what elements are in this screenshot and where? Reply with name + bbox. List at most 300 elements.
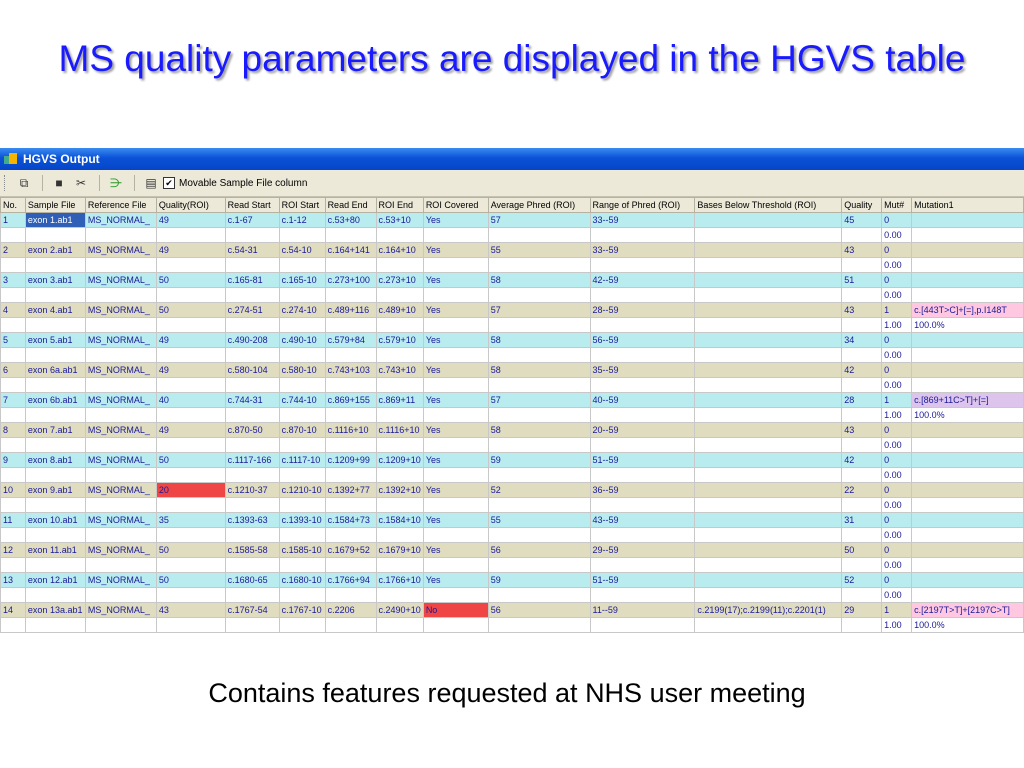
- table-cell[interactable]: c.1116+10: [325, 423, 376, 438]
- table-cell[interactable]: 9: [1, 453, 26, 468]
- table-cell: [695, 228, 842, 243]
- table-cell: [912, 258, 1024, 273]
- table-cell[interactable]: c.1392+77: [325, 483, 376, 498]
- table-cell[interactable]: c.1392+10: [376, 483, 423, 498]
- table-cell: [156, 438, 225, 453]
- table-cell[interactable]: 42: [842, 453, 882, 468]
- table-row[interactable]: [1, 483, 1024, 498]
- table-cell[interactable]: c.1-67: [225, 213, 279, 228]
- table-cell: [376, 588, 423, 603]
- table-cell[interactable]: c.1679+10: [376, 543, 423, 558]
- table-cell[interactable]: 0: [882, 243, 912, 258]
- table-cell[interactable]: c.164+10: [376, 243, 423, 258]
- table-cell[interactable]: c.1116+10: [376, 423, 423, 438]
- export-icon[interactable]: ⋺: [110, 176, 122, 190]
- table-cell[interactable]: 58: [488, 333, 590, 348]
- table-cell: [25, 408, 85, 423]
- column-header[interactable]: Sample File: [25, 198, 85, 213]
- table-cell[interactable]: 5: [1, 333, 26, 348]
- table-cell[interactable]: 58: [488, 363, 590, 378]
- table-cell: [842, 378, 882, 393]
- table-cell[interactable]: 2: [1, 243, 26, 258]
- table-cell: [376, 288, 423, 303]
- table-cell[interactable]: 50: [156, 573, 225, 588]
- table-cell[interactable]: c.274-51: [225, 303, 279, 318]
- table-cell[interactable]: 7: [1, 393, 26, 408]
- table-cell[interactable]: c.1766+94: [325, 573, 376, 588]
- table-cell: [25, 438, 85, 453]
- table-cell[interactable]: 28--59: [590, 303, 695, 318]
- table-cell[interactable]: c.1584+73: [325, 513, 376, 528]
- table-cell: [279, 528, 325, 543]
- table-cell[interactable]: Yes: [423, 573, 488, 588]
- table-cell: [225, 348, 279, 363]
- table-cell[interactable]: c.164+141: [325, 243, 376, 258]
- table-cell[interactable]: MS_NORMAL_: [85, 543, 156, 558]
- table-cell[interactable]: c.1210-10: [279, 483, 325, 498]
- toolbar-grip[interactable]: [4, 175, 8, 191]
- table-cell: 0.00: [882, 228, 912, 243]
- table-cell[interactable]: c.579+10: [376, 333, 423, 348]
- table-cell[interactable]: 20--59: [590, 423, 695, 438]
- table-cell[interactable]: [695, 483, 842, 498]
- table-cell[interactable]: c.489+10: [376, 303, 423, 318]
- table-cell[interactable]: [912, 273, 1024, 288]
- table-cell[interactable]: 57: [488, 303, 590, 318]
- table-cell[interactable]: 31: [842, 513, 882, 528]
- table-cell[interactable]: MS_NORMAL_: [85, 423, 156, 438]
- table-cell: [842, 348, 882, 363]
- table-cell[interactable]: exon 3.ab1: [25, 273, 85, 288]
- table-row[interactable]: [1, 453, 1024, 468]
- table-cell[interactable]: 59: [488, 573, 590, 588]
- table-cell[interactable]: c.490-208: [225, 333, 279, 348]
- copy-icon[interactable]: ⧉: [19, 175, 29, 190]
- table-cell[interactable]: 0: [882, 273, 912, 288]
- table-cell[interactable]: exon 6b.ab1: [25, 393, 85, 408]
- table-cell: [25, 468, 85, 483]
- column-header[interactable]: Average Phred (ROI): [488, 198, 590, 213]
- table-cell[interactable]: [695, 513, 842, 528]
- table-cell: [325, 438, 376, 453]
- table-cell[interactable]: [695, 423, 842, 438]
- table-cell: [590, 258, 695, 273]
- table-cell[interactable]: 36--59: [590, 483, 695, 498]
- table-cell[interactable]: 42: [842, 363, 882, 378]
- table-cell: [423, 408, 488, 423]
- table-cell[interactable]: c.744-31: [225, 393, 279, 408]
- table-cell[interactable]: 59: [488, 453, 590, 468]
- table-cell: [156, 498, 225, 513]
- table-cell[interactable]: c.[2197T>T]+[2197C>T]: [912, 603, 1024, 618]
- table-cell[interactable]: 0: [882, 543, 912, 558]
- table-cell[interactable]: 42--59: [590, 273, 695, 288]
- table-cell[interactable]: Yes: [423, 363, 488, 378]
- table-cell[interactable]: [912, 483, 1024, 498]
- column-header[interactable]: Quality(ROI): [156, 198, 225, 213]
- table-cell: [156, 408, 225, 423]
- table-cell: [912, 438, 1024, 453]
- table-cell[interactable]: [695, 303, 842, 318]
- table-cell[interactable]: Yes: [423, 273, 488, 288]
- table-cell[interactable]: 33--59: [590, 243, 695, 258]
- table-cell[interactable]: c.870-50: [225, 423, 279, 438]
- table-cell[interactable]: 0: [882, 513, 912, 528]
- table-row[interactable]: [1, 393, 1024, 408]
- table-cell[interactable]: 50: [156, 543, 225, 558]
- movable-column-checkbox[interactable]: ✔: [163, 177, 175, 189]
- table-cell[interactable]: c.165-10: [279, 273, 325, 288]
- table-cell: [376, 498, 423, 513]
- table-cell[interactable]: 34: [842, 333, 882, 348]
- table-cell[interactable]: [695, 453, 842, 468]
- table-cell: 1.00: [882, 618, 912, 633]
- table-cell[interactable]: c.870-10: [279, 423, 325, 438]
- table-cell: [590, 228, 695, 243]
- table-cell[interactable]: MS_NORMAL_: [85, 393, 156, 408]
- tools-icon[interactable]: ✂: [75, 176, 87, 190]
- table-cell[interactable]: 28: [842, 393, 882, 408]
- table-cell[interactable]: [912, 513, 1024, 528]
- table-cell: [325, 348, 376, 363]
- table-cell[interactable]: c.1766+10: [376, 573, 423, 588]
- table-cell[interactable]: 20: [156, 483, 225, 498]
- column-header[interactable]: Mutation1: [912, 198, 1024, 213]
- table-cell[interactable]: 58: [488, 423, 590, 438]
- table-cell[interactable]: c.54-10: [279, 243, 325, 258]
- table-cell[interactable]: [912, 543, 1024, 558]
- table-cell[interactable]: c.165-81: [225, 273, 279, 288]
- table-cell: [423, 318, 488, 333]
- column-header[interactable]: Read End: [325, 198, 376, 213]
- table-cell[interactable]: Yes: [423, 423, 488, 438]
- table-cell[interactable]: 43: [842, 303, 882, 318]
- table-cell[interactable]: 45: [842, 213, 882, 228]
- table-cell[interactable]: MS_NORMAL_: [85, 213, 156, 228]
- save-icon[interactable]: ■: [55, 176, 63, 190]
- table-cell[interactable]: 33--59: [590, 213, 695, 228]
- table-cell[interactable]: 50: [156, 453, 225, 468]
- table-cell[interactable]: 1: [1, 213, 26, 228]
- table-cell[interactable]: Yes: [423, 483, 488, 498]
- table-cell[interactable]: 1: [882, 393, 912, 408]
- table-cell[interactable]: 0: [882, 453, 912, 468]
- table-cell: [590, 528, 695, 543]
- table-cell[interactable]: 0: [882, 483, 912, 498]
- table-cell: [376, 528, 423, 543]
- column-header[interactable]: Bases Below Threshold (ROI): [695, 198, 842, 213]
- column-header[interactable]: Quality: [842, 198, 882, 213]
- table-cell[interactable]: 55: [488, 513, 590, 528]
- table-cell[interactable]: c.2206: [325, 603, 376, 618]
- table-cell[interactable]: 0: [882, 333, 912, 348]
- table-cell[interactable]: No: [423, 603, 488, 618]
- table-cell[interactable]: [695, 243, 842, 258]
- table-cell[interactable]: c.53+10: [376, 213, 423, 228]
- table-cell[interactable]: 52: [842, 573, 882, 588]
- table-cell[interactable]: [912, 573, 1024, 588]
- table-cell[interactable]: c.1393-63: [225, 513, 279, 528]
- table-row[interactable]: [1, 273, 1024, 288]
- table-cell[interactable]: 40--59: [590, 393, 695, 408]
- table-cell: [1, 228, 26, 243]
- table-cell[interactable]: 56--59: [590, 333, 695, 348]
- table-cell[interactable]: Yes: [423, 453, 488, 468]
- table-cell[interactable]: Yes: [423, 243, 488, 258]
- table-cell[interactable]: 58: [488, 273, 590, 288]
- table-cell[interactable]: exon 5.ab1: [25, 333, 85, 348]
- table-cell[interactable]: exon 7.ab1: [25, 423, 85, 438]
- table-cell: [1, 408, 26, 423]
- column-header[interactable]: ROI Start: [279, 198, 325, 213]
- table-row[interactable]: [1, 543, 1024, 558]
- table-row[interactable]: [1, 423, 1024, 438]
- table-cell: [842, 558, 882, 573]
- table-cell: [590, 318, 695, 333]
- table-cell: [25, 348, 85, 363]
- table-cell: 0.00: [882, 378, 912, 393]
- table-cell[interactable]: MS_NORMAL_: [85, 453, 156, 468]
- table-cell: [225, 258, 279, 273]
- table-cell: [156, 378, 225, 393]
- table-cell[interactable]: 51--59: [590, 453, 695, 468]
- table-cell[interactable]: c.[869+11C>T]+[=]: [912, 393, 1024, 408]
- table-cell[interactable]: [912, 363, 1024, 378]
- table-cell[interactable]: [695, 273, 842, 288]
- table-cell: [488, 348, 590, 363]
- table-cell[interactable]: 0: [882, 213, 912, 228]
- table-cell[interactable]: exon 9.ab1: [25, 483, 85, 498]
- table-cell[interactable]: c.489+116: [325, 303, 376, 318]
- table-cell[interactable]: 55: [488, 243, 590, 258]
- table-cell[interactable]: 35--59: [590, 363, 695, 378]
- table-cell: [842, 438, 882, 453]
- table-cell[interactable]: c.1584+10: [376, 513, 423, 528]
- table-cell[interactable]: Yes: [423, 513, 488, 528]
- table-row[interactable]: [1, 603, 1024, 618]
- table-cell[interactable]: 56: [488, 543, 590, 558]
- table-cell[interactable]: [695, 543, 842, 558]
- table-cell[interactable]: c.743+10: [376, 363, 423, 378]
- table-cell[interactable]: c.273+10: [376, 273, 423, 288]
- table-cell[interactable]: exon 1.ab1: [25, 213, 85, 228]
- table-cell[interactable]: 51--59: [590, 573, 695, 588]
- table-cell[interactable]: [695, 213, 842, 228]
- table-cell[interactable]: c.743+103: [325, 363, 376, 378]
- table-cell[interactable]: c.490-10: [279, 333, 325, 348]
- table-cell[interactable]: 29: [842, 603, 882, 618]
- table-cell[interactable]: c.1680-10: [279, 573, 325, 588]
- table-cell[interactable]: 0: [882, 423, 912, 438]
- table-cell[interactable]: exon 2.ab1: [25, 243, 85, 258]
- table-cell: [279, 438, 325, 453]
- table-cell: [590, 588, 695, 603]
- table-cell[interactable]: 11: [1, 513, 26, 528]
- table-row[interactable]: [1, 213, 1024, 228]
- table-subrow: [1, 318, 1024, 333]
- table-cell[interactable]: 49: [156, 363, 225, 378]
- table-cell[interactable]: 43: [842, 423, 882, 438]
- table-cell[interactable]: c.580-10: [279, 363, 325, 378]
- table-cell[interactable]: MS_NORMAL_: [85, 363, 156, 378]
- table-cell[interactable]: MS_NORMAL_: [85, 273, 156, 288]
- table-cell[interactable]: exon 10.ab1: [25, 513, 85, 528]
- table-cell[interactable]: c.1209+10: [376, 453, 423, 468]
- table-cell[interactable]: c.744-10: [279, 393, 325, 408]
- table-cell: [225, 318, 279, 333]
- table-cell[interactable]: c.580-104: [225, 363, 279, 378]
- table-cell[interactable]: c.54-31: [225, 243, 279, 258]
- table-cell[interactable]: exon 11.ab1: [25, 543, 85, 558]
- table-cell[interactable]: exon 13a.ab1: [25, 603, 85, 618]
- table-cell[interactable]: [695, 573, 842, 588]
- table-cell[interactable]: 50: [156, 303, 225, 318]
- table-cell[interactable]: c.1680-65: [225, 573, 279, 588]
- table-cell[interactable]: MS_NORMAL_: [85, 483, 156, 498]
- table-cell[interactable]: 3: [1, 273, 26, 288]
- table-row[interactable]: [1, 573, 1024, 588]
- table-cell[interactable]: [912, 333, 1024, 348]
- table-cell[interactable]: exon 8.ab1: [25, 453, 85, 468]
- table-cell[interactable]: 0: [882, 573, 912, 588]
- table-cell: [912, 498, 1024, 513]
- table-cell: [279, 618, 325, 633]
- table-cell[interactable]: 6: [1, 363, 26, 378]
- table-cell: [423, 288, 488, 303]
- table-cell[interactable]: 56: [488, 603, 590, 618]
- table-cell[interactable]: MS_NORMAL_: [85, 303, 156, 318]
- table-cell[interactable]: c.1209+99: [325, 453, 376, 468]
- table-row[interactable]: [1, 243, 1024, 258]
- table-cell[interactable]: Yes: [423, 303, 488, 318]
- table-cell[interactable]: MS_NORMAL_: [85, 333, 156, 348]
- table-cell: [695, 258, 842, 273]
- column-header[interactable]: Reference File: [85, 198, 156, 213]
- table-cell[interactable]: c.579+84: [325, 333, 376, 348]
- table-cell[interactable]: c.2199(17);c.2199(11);c.2201(1): [695, 603, 842, 618]
- table-cell[interactable]: Yes: [423, 543, 488, 558]
- table-cell[interactable]: 57: [488, 213, 590, 228]
- column-header[interactable]: Range of Phred (ROI): [590, 198, 695, 213]
- table-cell[interactable]: 51: [842, 273, 882, 288]
- table-cell[interactable]: 49: [156, 423, 225, 438]
- table-cell[interactable]: c.1585-58: [225, 543, 279, 558]
- table-cell[interactable]: c.1767-10: [279, 603, 325, 618]
- table-row[interactable]: [1, 333, 1024, 348]
- table-cell[interactable]: Yes: [423, 333, 488, 348]
- table-cell[interactable]: [695, 363, 842, 378]
- table-cell[interactable]: c.1585-10: [279, 543, 325, 558]
- table-view-icon[interactable]: ▤: [145, 176, 157, 190]
- table-cell[interactable]: c.[443T>C]+[=],p.I148T: [912, 303, 1024, 318]
- table-cell[interactable]: c.1767-54: [225, 603, 279, 618]
- table-cell[interactable]: [695, 333, 842, 348]
- table-cell[interactable]: 35: [156, 513, 225, 528]
- table-cell: 0.00: [882, 438, 912, 453]
- table-cell[interactable]: MS_NORMAL_: [85, 573, 156, 588]
- table-cell: [25, 498, 85, 513]
- table-cell[interactable]: c.273+100: [325, 273, 376, 288]
- table-cell: [842, 498, 882, 513]
- table-cell[interactable]: 4: [1, 303, 26, 318]
- table-cell[interactable]: c.1210-37: [225, 483, 279, 498]
- table-cell[interactable]: 1: [882, 303, 912, 318]
- table-cell[interactable]: 43: [156, 603, 225, 618]
- table-cell[interactable]: 0: [882, 363, 912, 378]
- table-cell[interactable]: c.1117-10: [279, 453, 325, 468]
- table-cell[interactable]: 29--59: [590, 543, 695, 558]
- table-cell[interactable]: c.2490+10: [376, 603, 423, 618]
- table-cell[interactable]: 43--59: [590, 513, 695, 528]
- table-cell[interactable]: c.274-10: [279, 303, 325, 318]
- table-cell[interactable]: 49: [156, 213, 225, 228]
- table-cell[interactable]: c.1117-166: [225, 453, 279, 468]
- table-cell[interactable]: 50: [156, 273, 225, 288]
- table-cell[interactable]: MS_NORMAL_: [85, 243, 156, 258]
- table-cell[interactable]: 49: [156, 333, 225, 348]
- table-cell[interactable]: c.1393-10: [279, 513, 325, 528]
- table-cell[interactable]: 50: [842, 543, 882, 558]
- table-cell[interactable]: Yes: [423, 213, 488, 228]
- table-cell[interactable]: 57: [488, 393, 590, 408]
- table-cell[interactable]: exon 4.ab1: [25, 303, 85, 318]
- table-cell[interactable]: MS_NORMAL_: [85, 513, 156, 528]
- table-cell[interactable]: 8: [1, 423, 26, 438]
- table-cell: [423, 228, 488, 243]
- table-row[interactable]: [1, 513, 1024, 528]
- table-cell: [423, 498, 488, 513]
- table-cell: [25, 258, 85, 273]
- table-cell[interactable]: [695, 393, 842, 408]
- table-cell[interactable]: 10: [1, 483, 26, 498]
- table-cell[interactable]: 40: [156, 393, 225, 408]
- table-cell[interactable]: [912, 423, 1024, 438]
- table-cell[interactable]: 13: [1, 573, 26, 588]
- table-cell[interactable]: 49: [156, 243, 225, 258]
- window-titlebar[interactable]: [0, 148, 1024, 170]
- column-header[interactable]: Mut#: [882, 198, 912, 213]
- column-header[interactable]: No.: [1, 198, 26, 213]
- column-header[interactable]: ROI End: [376, 198, 423, 213]
- table-cell[interactable]: 52: [488, 483, 590, 498]
- table-cell[interactable]: 43: [842, 243, 882, 258]
- table-cell[interactable]: c.869+155: [325, 393, 376, 408]
- table-cell[interactable]: exon 6a.ab1: [25, 363, 85, 378]
- table-cell[interactable]: 22: [842, 483, 882, 498]
- table-cell[interactable]: 12: [1, 543, 26, 558]
- table-cell[interactable]: exon 12.ab1: [25, 573, 85, 588]
- column-header[interactable]: ROI Covered: [423, 198, 488, 213]
- table-cell[interactable]: Yes: [423, 393, 488, 408]
- table-cell: [695, 618, 842, 633]
- table-row[interactable]: [1, 303, 1024, 318]
- table-cell[interactable]: 1: [882, 603, 912, 618]
- table-cell[interactable]: c.1679+52: [325, 543, 376, 558]
- table-cell: [1, 468, 26, 483]
- table-row[interactable]: [1, 363, 1024, 378]
- table-cell[interactable]: 14: [1, 603, 26, 618]
- table-cell[interactable]: 11--59: [590, 603, 695, 618]
- table-cell[interactable]: c.869+11: [376, 393, 423, 408]
- table-cell: [1, 528, 26, 543]
- table-cell[interactable]: c.53+80: [325, 213, 376, 228]
- column-header[interactable]: Read Start: [225, 198, 279, 213]
- table-cell[interactable]: [912, 243, 1024, 258]
- table-cell[interactable]: [912, 213, 1024, 228]
- table-cell[interactable]: MS_NORMAL_: [85, 603, 156, 618]
- table-cell[interactable]: c.1-12: [279, 213, 325, 228]
- table-cell[interactable]: [912, 453, 1024, 468]
